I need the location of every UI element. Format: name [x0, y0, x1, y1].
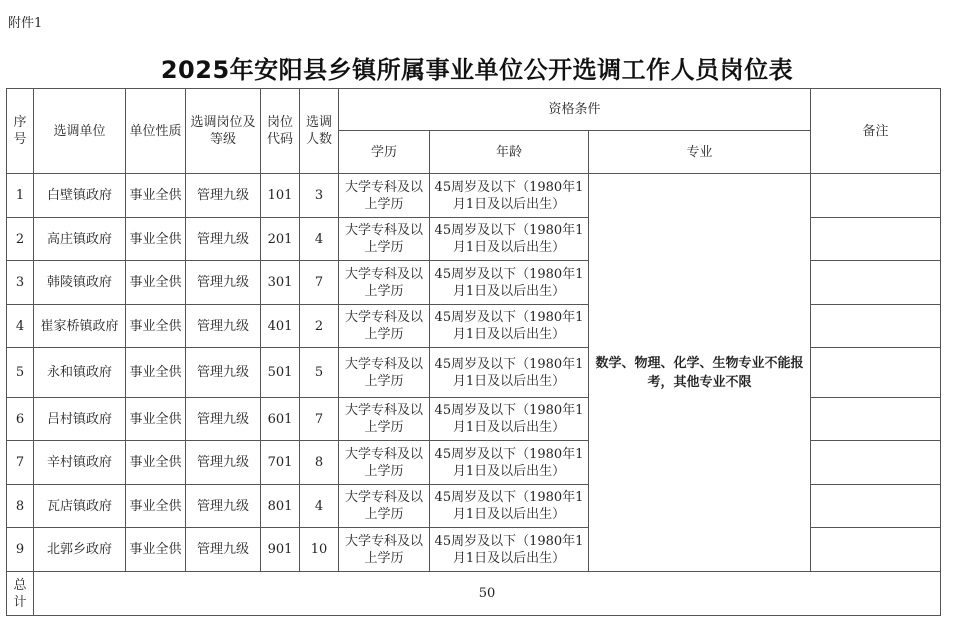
code-cell: 601 — [261, 398, 300, 441]
header-education: 学历 — [339, 131, 430, 174]
attachment-label: 附件1 — [8, 16, 43, 31]
remarks-cell — [811, 305, 941, 348]
seq-cell: 1 — [7, 174, 34, 218]
age-cell: 45周岁及以下（1980年1月1日及以后出生） — [430, 218, 589, 261]
positions-table — [6, 88, 941, 616]
education-cell: 大学专科及以上学历 — [339, 261, 430, 305]
header-major: 专业 — [589, 131, 811, 174]
post-cell: 管理九级 — [186, 441, 261, 485]
unit-cell: 崔家桥镇政府 — [34, 305, 126, 348]
count-cell: 4 — [300, 218, 339, 261]
code-cell: 101 — [261, 174, 300, 218]
seq-cell: 7 — [7, 441, 34, 485]
unit-cell: 北郭乡政府 — [34, 528, 126, 572]
code-cell: 301 — [261, 261, 300, 305]
code-cell: 201 — [261, 218, 300, 261]
header-code: 岗位代码 — [261, 89, 300, 174]
remarks-cell — [811, 398, 941, 441]
count-cell: 10 — [300, 528, 339, 572]
post-cell: 管理九级 — [186, 174, 261, 218]
remarks-cell — [811, 441, 941, 485]
unit-cell: 白壁镇政府 — [34, 174, 126, 218]
seq-cell: 9 — [7, 528, 34, 572]
header-unit: 选调单位 — [34, 89, 126, 174]
header-post: 选调岗位及等级 — [186, 89, 261, 174]
count-cell: 7 — [300, 398, 339, 441]
count-cell: 3 — [300, 174, 339, 218]
education-cell: 大学专科及以上学历 — [339, 218, 430, 261]
remarks-cell — [811, 528, 941, 572]
age-cell: 45周岁及以下（1980年1月1日及以后出生） — [430, 441, 589, 485]
remarks-cell — [811, 348, 941, 398]
nature-cell: 事业全供 — [126, 528, 186, 572]
post-cell: 管理九级 — [186, 305, 261, 348]
unit-cell: 瓦店镇政府 — [34, 485, 126, 528]
nature-cell: 事业全供 — [126, 174, 186, 218]
header-age: 年龄 — [430, 131, 589, 174]
nature-cell: 事业全供 — [126, 305, 186, 348]
age-cell: 45周岁及以下（1980年1月1日及以后出生） — [430, 528, 589, 572]
code-cell: 701 — [261, 441, 300, 485]
header-remarks: 备注 — [811, 89, 941, 174]
count-cell: 8 — [300, 441, 339, 485]
age-cell: 45周岁及以下（1980年1月1日及以后出生） — [430, 348, 589, 398]
education-cell: 大学专科及以上学历 — [339, 348, 430, 398]
nature-cell: 事业全供 — [126, 441, 186, 485]
nature-cell: 事业全供 — [126, 485, 186, 528]
count-cell: 4 — [300, 485, 339, 528]
page-title: 2025年安阳县乡镇所属事业单位公开选调工作人员岗位表 — [160, 56, 794, 84]
header-qualifications: 资格条件 — [339, 89, 811, 131]
seq-cell: 8 — [7, 485, 34, 528]
age-cell: 45周岁及以下（1980年1月1日及以后出生） — [430, 174, 589, 218]
seq-cell: 5 — [7, 348, 34, 398]
seq-cell: 6 — [7, 398, 34, 441]
education-cell: 大学专科及以上学历 — [339, 485, 430, 528]
age-cell: 45周岁及以下（1980年1月1日及以后出生） — [430, 261, 589, 305]
education-cell: 大学专科及以上学历 — [339, 398, 430, 441]
major-requirement-cell: 数学、物理、化学、生物专业不能报考，其他专业不限 — [589, 174, 811, 572]
education-cell: 大学专科及以上学历 — [339, 305, 430, 348]
seq-cell: 4 — [7, 305, 34, 348]
count-cell: 5 — [300, 348, 339, 398]
nature-cell: 事业全供 — [126, 218, 186, 261]
total-value: 50 — [34, 572, 941, 616]
remarks-cell — [811, 485, 941, 528]
remarks-cell — [811, 174, 941, 218]
post-cell: 管理九级 — [186, 261, 261, 305]
unit-cell: 永和镇政府 — [34, 348, 126, 398]
post-cell: 管理九级 — [186, 528, 261, 572]
total-label: 总计 — [7, 572, 34, 616]
nature-cell: 事业全供 — [126, 348, 186, 398]
header-row-1 — [7, 89, 941, 131]
unit-cell: 高庄镇政府 — [34, 218, 126, 261]
post-cell: 管理九级 — [186, 218, 261, 261]
education-cell: 大学专科及以上学历 — [339, 528, 430, 572]
code-cell: 801 — [261, 485, 300, 528]
age-cell: 45周岁及以下（1980年1月1日及以后出生） — [430, 398, 589, 441]
seq-cell: 2 — [7, 218, 34, 261]
unit-cell: 韩陵镇政府 — [34, 261, 126, 305]
seq-cell: 3 — [7, 261, 34, 305]
nature-cell: 事业全供 — [126, 398, 186, 441]
header-nature: 单位性质 — [126, 89, 186, 174]
nature-cell: 事业全供 — [126, 261, 186, 305]
education-cell: 大学专科及以上学历 — [339, 174, 430, 218]
count-cell: 2 — [300, 305, 339, 348]
education-cell: 大学专科及以上学历 — [339, 441, 430, 485]
post-cell: 管理九级 — [186, 398, 261, 441]
post-cell: 管理九级 — [186, 348, 261, 398]
unit-cell: 吕村镇政府 — [34, 398, 126, 441]
code-cell: 901 — [261, 528, 300, 572]
remarks-cell — [811, 218, 941, 261]
age-cell: 45周岁及以下（1980年1月1日及以后出生） — [430, 305, 589, 348]
age-cell: 45周岁及以下（1980年1月1日及以后出生） — [430, 485, 589, 528]
total-row — [7, 572, 941, 616]
count-cell: 7 — [300, 261, 339, 305]
remarks-cell — [811, 261, 941, 305]
header-seq: 序号 — [7, 89, 34, 174]
post-cell: 管理九级 — [186, 485, 261, 528]
table-row — [7, 174, 941, 218]
header-count: 选调人数 — [300, 89, 339, 174]
unit-cell: 辛村镇政府 — [34, 441, 126, 485]
code-cell: 501 — [261, 348, 300, 398]
code-cell: 401 — [261, 305, 300, 348]
